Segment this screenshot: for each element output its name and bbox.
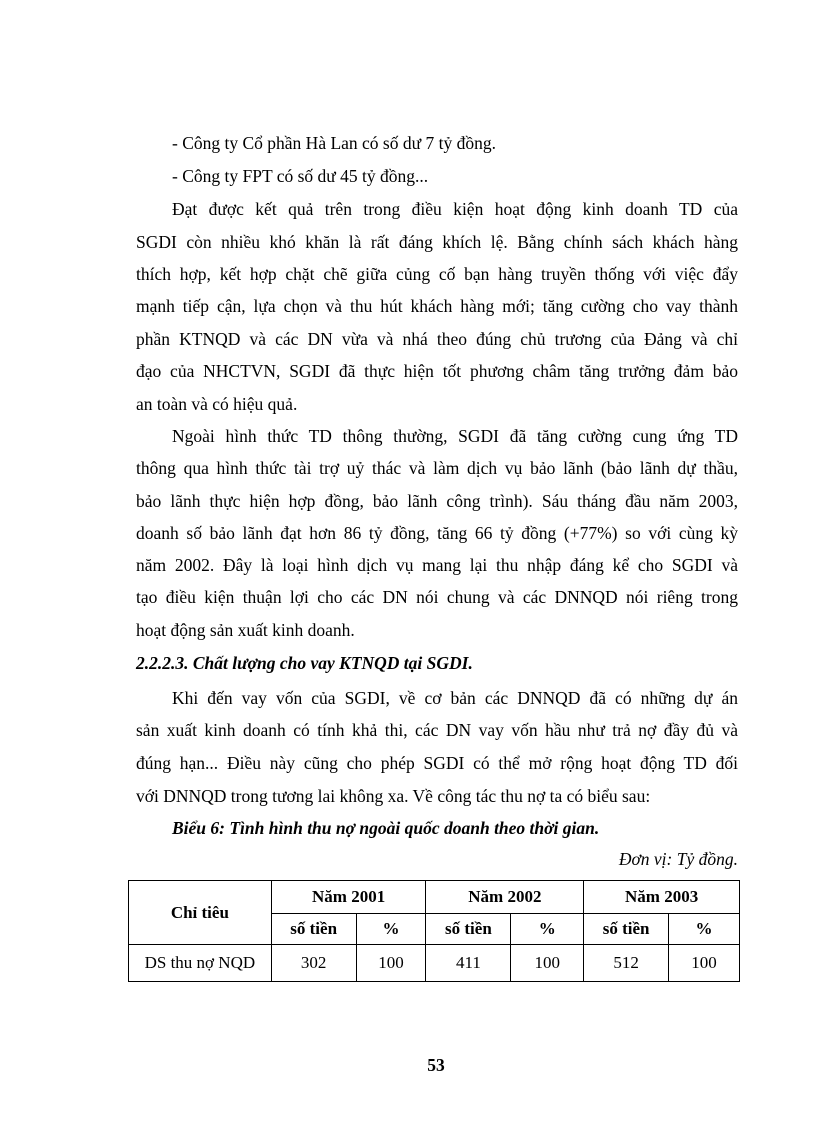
table-unit: Đơn vị: Tỷ đồng. (618, 849, 738, 869)
section-heading: 2.2.2.3. Chất lượng cho vay KTNQD tại SGDI. (136, 653, 473, 673)
row-label: DS thu nợ NQD (129, 945, 272, 982)
para1-line: Đạt được kết quả trên trong điều kiện hoạt động kinh doanh TD của (172, 199, 738, 219)
para2-line: doanh số bảo lãnh đạt hơn 86 tỷ đồng, tăng 66 tỷ đồng (+77%) so với cùng kỳ (136, 523, 738, 543)
cell-2002-amount: 411 (426, 945, 511, 982)
table-row (129, 945, 740, 982)
subheader-percent: % (511, 914, 584, 945)
para1-line: mạnh tiếp cận, lựa chọn và thu hút khách hàng mới; tăng cường cho vay thành (136, 296, 738, 316)
para1-line: thích hợp, kết hợp chặt chẽ giữa củng cố bạn hàng truyền thống với việc đẩy (136, 264, 738, 284)
subheader-percent: % (356, 914, 426, 945)
cell-2003-amount: 512 (584, 945, 669, 982)
header-year-2001: Năm 2001 (271, 881, 426, 914)
para2-line: năm 2002. Đây là loại hình dịch vụ mang lại thu nhập đáng kể cho SGDI và (136, 555, 738, 575)
cell-2002-percent: 100 (511, 945, 584, 982)
subheader-percent: % (669, 914, 740, 945)
header-chi-tieu: Chỉ tiêu (129, 881, 272, 945)
para1-line: SGDI còn nhiều khó khăn là rất đáng khích lệ. Bằng chính sách khách hàng (136, 232, 738, 252)
para1-line: an toàn và có hiệu quả. (136, 394, 298, 414)
para3-line: với DNNQD trong tương lai không xa. Về công tác thu nợ ta có biểu sau: (136, 786, 651, 806)
para1-line: đạo của NHCTVN, SGDI đã thực hiện tốt phương châm tăng trưởng đảm bảo (136, 361, 738, 381)
header-year-2002: Năm 2002 (426, 881, 584, 914)
para2-line: Ngoài hình thức TD thông thường, SGDI đã tăng cường cung ứng TD (172, 426, 738, 446)
table-caption: Biểu 6: Tình hình thu nợ ngoài quốc doanh theo thời gian. (172, 818, 600, 838)
page-number: 53 (427, 1055, 445, 1075)
subheader-amount: số tiền (271, 914, 356, 945)
cell-2001-amount: 302 (271, 945, 356, 982)
bullet-fpt: - Công ty FPT có số dư 45 tỷ đồng... (172, 166, 429, 186)
para2-line: hoạt động sản xuất kinh doanh. (136, 620, 355, 640)
para2-line: bảo lãnh thực hiện hợp đồng, bảo lãnh công trình). Sáu tháng đầu năm 2003, (136, 491, 738, 511)
cell-2001-percent: 100 (356, 945, 426, 982)
cell-2003-percent: 100 (669, 945, 740, 982)
para3-line: sản xuất kinh doanh có tính khả thi, các DN vay vốn hầu như trả nợ đầy đủ và (136, 720, 738, 740)
subheader-amount: số tiền (584, 914, 669, 945)
header-year-2003: Năm 2003 (584, 881, 740, 914)
debt-collection-table (128, 880, 740, 982)
para1-line: phần KTNQD và các DN vừa và nhá theo đúng chủ trương của Đảng và chỉ (136, 329, 738, 349)
para3-line: đúng hạn... Điều này cũng cho phép SGDI có thể mở rộng hoạt động TD đối (136, 753, 738, 773)
para3-line: Khi đến vay vốn của SGDI, về cơ bản các DNNQD đã có những dự án (172, 688, 738, 708)
subheader-amount: số tiền (426, 914, 511, 945)
bullet-ha-lan: - Công ty Cổ phần Hà Lan có số dư 7 tỷ đồng. (172, 133, 496, 153)
para2-line: tạo điều kiện thuận lợi cho các DN nói chung và các DNNQD nói riêng trong (136, 587, 738, 607)
para2-line: thông qua hình thức tài trợ uỷ thác và làm dịch vụ bảo lãnh (bảo lãnh dự thầu, (136, 458, 738, 478)
